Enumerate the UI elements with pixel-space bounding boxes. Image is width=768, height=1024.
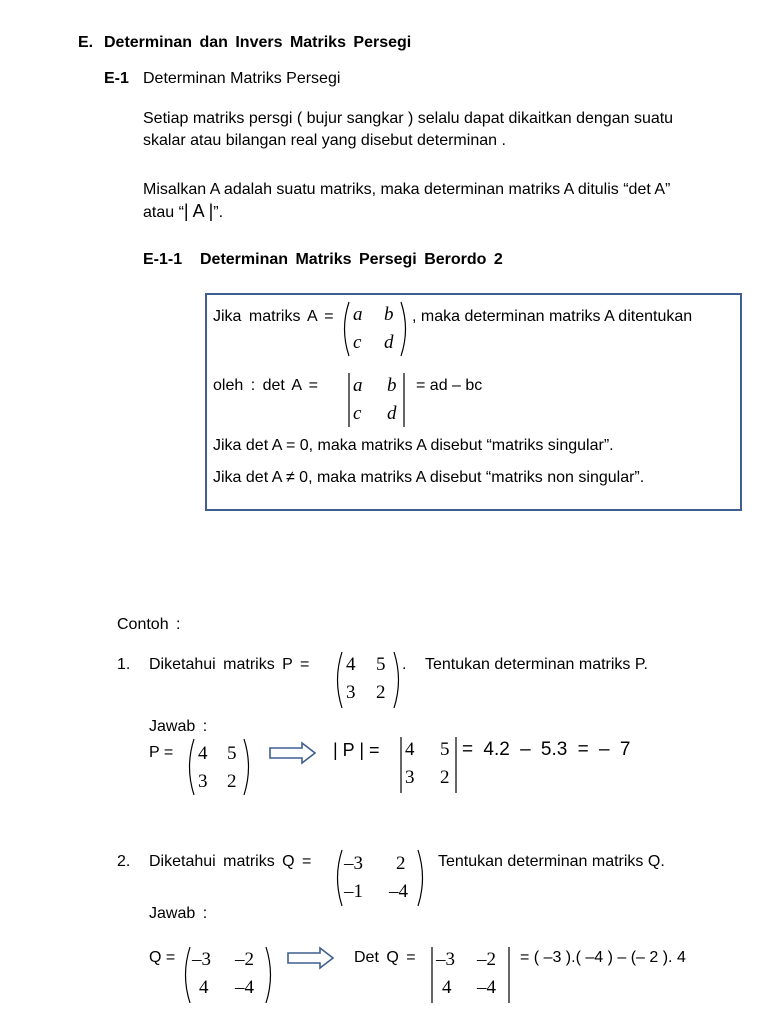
matrix-cell: –1 [344,881,363,902]
subsection-title: Determinan Matriks Persegi [143,70,341,87]
paragraph1-line1: Setiap matriks persgi ( bujur sangkar ) selalu dapat dikaitkan dengan suatu [143,110,674,127]
matrix-cell: d [384,332,394,353]
implies-arrow-icon [268,741,318,765]
determinant-cell: –2 [477,949,496,970]
determinant-cell: c [353,403,362,424]
matrix-cell: a [353,304,363,325]
matrix-cell: 2 [227,771,237,792]
example2-det-label: Det Q = [354,949,416,966]
matrix-cell: –3 [344,853,363,874]
example2-matrix [334,849,426,907]
example2-answer-prefix: Q = [149,949,176,966]
definition-line2-prefix: oleh : det A = [213,377,318,394]
matrix-cell: 2 [376,682,386,703]
determinant-cell: 4 [442,977,452,998]
subsubsection-title: Determinan Matriks Persegi Berordo 2 [200,251,503,268]
example1-answer-prefix: P = [149,744,174,761]
paragraph1-line2: skalar atau bilangan real yang disebut determinan . [143,132,506,149]
matrix-cell: 5 [376,654,386,675]
example1-det-label: | P | = [333,740,380,760]
matrix-cell: 4 [199,977,209,998]
matrix-cell: –2 [235,949,254,970]
matrix-cell: –3 [192,949,211,970]
determinant-cell: b [387,375,397,396]
example2-number: 2. [117,853,131,870]
determinant-cell: 5 [440,739,450,760]
parentheses-icon [334,651,402,709]
definition-line1-suffix: , maka determinan matriks A ditentukan [412,308,693,325]
paragraph2-line1: Misalkan A adalah suatu matriks, maka determinan matriks A ditulis “det A” [143,181,671,198]
parentheses-icon [341,301,409,357]
section-title: Determinan dan Invers Matriks Persegi [104,34,412,51]
determinant-cell: d [387,403,397,424]
determinant-cell: 2 [440,767,450,788]
determinant-cell: 3 [405,767,415,788]
implies-arrow-icon [286,946,336,970]
example2-prefix: Diketahui matriks Q = [149,853,312,870]
determinant-cell: –3 [436,949,455,970]
determinant-cell: a [353,375,363,396]
determinant-cell: 4 [405,739,415,760]
example-heading: Contoh : [117,616,181,633]
definition-determinant [346,372,408,428]
example2-answer-label: Jawab : [149,905,208,922]
example1-answer-matrix [186,738,252,796]
subsubsection-number: E-1-1 [143,251,183,268]
matrix-cell: c [353,332,362,353]
section-number: E. [78,34,94,51]
matrix-cell: 2 [396,853,406,874]
matrix-cell: –4 [235,977,254,998]
determinant-cell: –4 [477,977,496,998]
matrix-cell: 3 [198,771,208,792]
example2-det-result: = ( –3 ).( –4 ) – (– 2 ). 4 [520,949,686,966]
definition-singular: Jika det A = 0, maka matriks A disebut “matriks singular”. [213,437,614,454]
subsection-number: E-1 [104,70,129,87]
matrix-cell: 5 [227,743,237,764]
definition-line2-suffix: = ad – bc [416,377,483,394]
matrix-cell: 4 [346,654,356,675]
paragraph2-line2: atau “| A |”. [143,201,224,221]
example1-determinant [398,736,460,794]
example1-number: 1. [117,656,131,673]
example1-task: Tentukan determinan matriks P. [425,656,648,673]
example2-determinant [429,946,513,1004]
matrix-cell: 3 [346,682,356,703]
definition-line1-prefix: Jika matriks A = [213,308,334,325]
example1-prefix: Diketahui matriks P = [149,656,310,673]
matrix-cell: 4 [198,743,208,764]
matrix-cell: –4 [389,881,408,902]
definition-matrix [341,301,409,357]
example2-task: Tentukan determinan matriks Q. [438,853,665,870]
matrix-cell: b [384,304,394,325]
example1-matrix [334,651,402,709]
example1-det-result: = 4.2 – 5.3 = – 7 [462,739,631,760]
example1-answer-label: Jawab : [149,718,208,735]
example1-dot: . [402,656,407,673]
parentheses-icon [186,738,252,796]
example2-answer-matrix [182,946,274,1004]
definition-nonsingular: Jika det A ≠ 0, maka matriks A disebut “matriks non singular”. [213,469,645,486]
